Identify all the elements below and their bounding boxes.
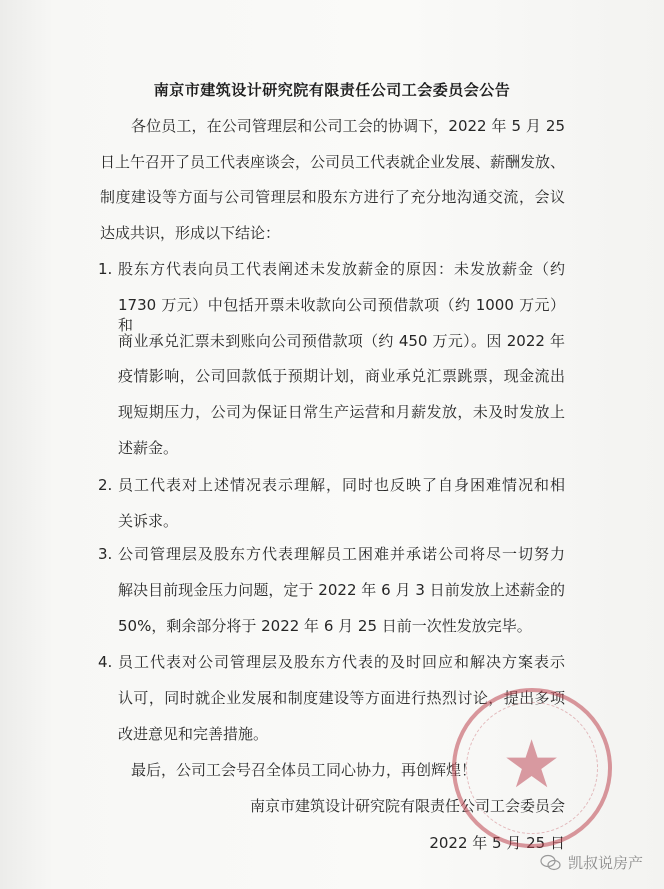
signature: 南京市建筑设计研究院有限责任公司工会委员会 bbox=[249, 797, 565, 815]
intro-line: 各位员工，在公司管理层和公司工会的协调下，2022 年 5 月 25 bbox=[131, 117, 565, 135]
seal-star-icon: ★ bbox=[502, 726, 562, 803]
item-line: 50%，剩余部分将于 2022 年 6 月 25 日前一次性发放完毕。 bbox=[118, 617, 532, 635]
intro-line: 制度建设等方面与公司管理层和股东方进行了充分地沟通交流，会议 bbox=[100, 188, 565, 206]
item-line: 员工代表对公司管理层及股东方代表的及时回应和解决方案表示 bbox=[118, 653, 565, 671]
intro-line: 达成共识，形成以下结论： bbox=[100, 224, 281, 242]
item-line: 1730 万元）中包括开票未收款向公司预借款项（约 1000 万元）和 bbox=[118, 296, 565, 334]
intro-line: 日上午召开了员工代表座谈会，公司员工代表就企业发展、薪酬发放、 bbox=[100, 153, 566, 171]
item-number: 2. bbox=[98, 476, 113, 494]
wechat-icon bbox=[540, 854, 562, 872]
watermark-text: 凯叔说房产 bbox=[568, 854, 644, 872]
item-line: 员工代表对上述情况表示理解，同时也反映了自身困难情况和相 bbox=[118, 476, 565, 494]
document-date: 2022 年 5 月 25 日 bbox=[429, 834, 565, 852]
item-line: 公司管理层及股东方代表理解员工困难并承诺公司将尽一切努力 bbox=[118, 545, 565, 563]
item-number: 3. bbox=[98, 545, 113, 563]
item-number: 4. bbox=[98, 653, 113, 671]
watermark bbox=[540, 852, 643, 873]
item-line: 商业承兑汇票未到账向公司预借款项（约 450 万元）。因 2022 年 bbox=[118, 332, 565, 350]
document-title: 南京市建筑设计研究院有限责任公司工会委员会公告 bbox=[153, 81, 511, 99]
item-line: 股东方代表向员工代表阐述未发放薪金的原因：未发放薪金（约 bbox=[118, 260, 565, 278]
item-line: 关诉求。 bbox=[118, 512, 179, 530]
item-line: 疫情影响，公司回款低于预期计划，商业承兑汇票跳票，现金流出 bbox=[118, 367, 565, 385]
closing-text: 最后，公司工会号召全体员工同心协力，再创辉煌！ bbox=[131, 761, 477, 779]
item-line: 解决目前现金压力问题，定于 2022 年 6 月 3 日前发放上述薪金的 bbox=[118, 581, 565, 599]
item-line: 述薪金。 bbox=[118, 439, 179, 457]
item-line: 改进意见和完善措施。 bbox=[118, 725, 269, 743]
item-line: 现短期压力，公司为保证日常生产运营和月薪发放，未及时发放上 bbox=[118, 403, 565, 421]
item-number: 1. bbox=[98, 260, 113, 278]
official-seal bbox=[452, 688, 612, 848]
item-line: 认可，同时就企业发展和制度建设等方面进行热烈讨论，提出多项 bbox=[118, 689, 565, 707]
